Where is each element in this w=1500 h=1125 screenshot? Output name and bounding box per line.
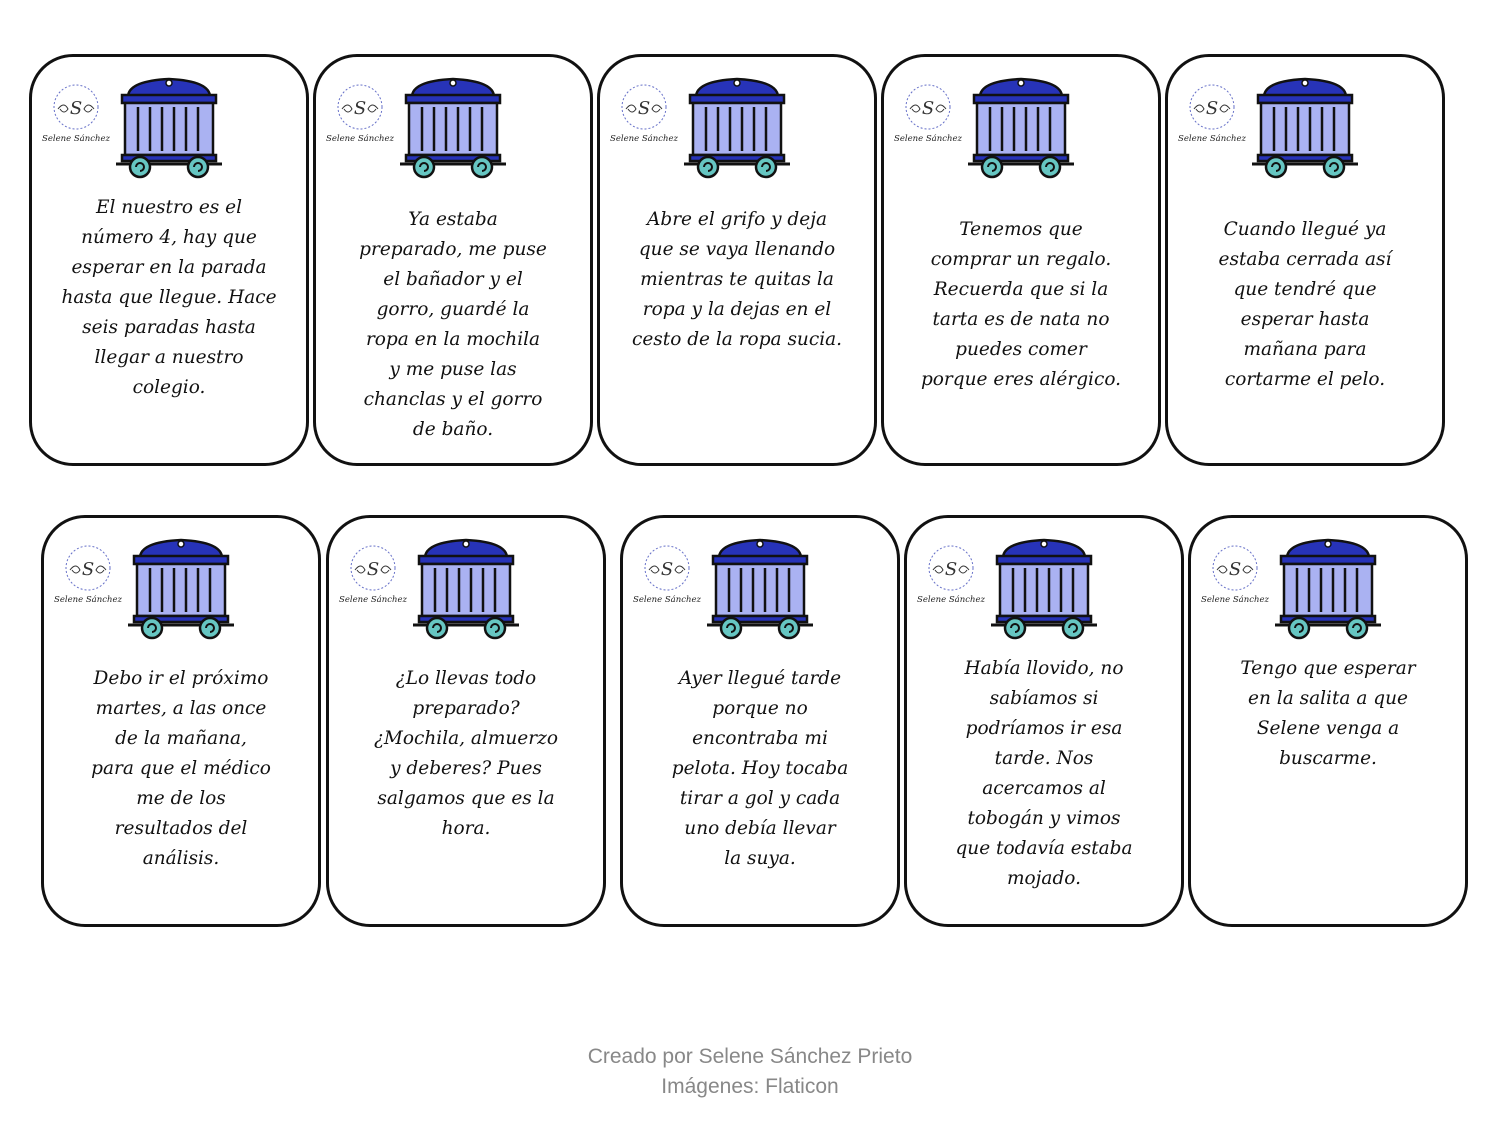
card-text: Ya estaba preparado, me puse el bañador y el gorro, guardé la ropa en la mochila y me puse las chanclas y el gorro de baño. [359,209,547,440]
logo-text: Selene Sánchez [42,134,110,144]
logo-text: Selene Sánchez [917,595,985,605]
logo-initial: S [637,98,651,119]
logo-text: Selene Sánchez [1178,134,1246,144]
selene-sanchez-logo [339,544,407,610]
logo-initial: S [1228,559,1242,580]
selene-sanchez-logo [54,544,122,610]
logo-text: Selene Sánchez [339,595,407,605]
card-text: Abre el grifo y deja que se vaya llenando mientras te quitas la ropa y la dejas en el cesto de la ropa sucia. [631,209,843,350]
logo-initial: S [353,98,367,119]
footer-author: Creado por Selene Sánchez Prieto [587,1045,913,1068]
logo-initial: S [1205,98,1219,119]
train-wagon-icon [126,532,236,638]
logo-text: Selene Sánchez [326,134,394,144]
logo-initial: S [81,559,95,580]
card [904,515,1184,927]
card-text: Cuando llegué ya estaba cerrada así que tendré que esperar hasta mañana para cortarme el pelo. [1218,219,1392,390]
logo-initial: S [921,98,935,119]
card [313,54,593,466]
card [1188,515,1468,927]
logo-text: Selene Sánchez [1201,595,1269,605]
selene-sanchez-logo [42,83,110,149]
card [1165,54,1445,466]
card [41,515,321,927]
selene-sanchez-logo [894,83,962,149]
selene-sanchez-logo [633,544,701,610]
selene-sanchez-logo [1178,83,1246,149]
card-text: Había llovido, no sabíamos si podríamos ir esa tarde. Nos acercamos al tobogán y vimos que todavía estaba mojado. [955,658,1133,889]
footer-credits [0,1042,1500,1102]
selene-sanchez-logo [326,83,394,149]
card [29,54,309,466]
train-wagon-icon [411,532,521,638]
selene-sanchez-logo [917,544,985,610]
train-wagon-icon [398,71,508,177]
train-wagon-icon [966,71,1076,177]
train-wagon-icon [682,71,792,177]
logo-text: Selene Sánchez [54,595,122,605]
train-wagon-icon [705,532,815,638]
card-text: Ayer llegué tarde porque no encontraba mi pelota. Hoy tocaba tirar a gol y cada uno debía llevar la suya. [671,668,849,869]
logo-initial: S [660,559,674,580]
logo-text: Selene Sánchez [633,595,701,605]
footer-images-credit: Imágenes: Flaticon [661,1075,839,1098]
train-wagon-icon [989,532,1099,638]
logo-initial: S [366,559,380,580]
card-text: El nuestro es el número 4, hay que esperar en la parada hasta que llegue. Hace seis paradas hasta llegar a nuestro colegio. [61,197,277,398]
train-wagon-icon [114,71,224,177]
card-text: Debo ir el próximo martes, a las once de la mañana, para que el médico me de los resultados del análisis. [91,668,271,869]
card [326,515,606,927]
logo-text: Selene Sánchez [894,134,962,144]
card-text: Tenemos que comprar un regalo. Recuerda que si la tarta es de nata no puedes comer porque eres alérgico. [920,219,1122,390]
train-wagon-icon [1250,71,1360,177]
card-text: Tengo que esperar en la salita a que Selene venga a buscarme. [1240,658,1416,769]
selene-sanchez-logo [610,83,678,149]
logo-initial: S [69,98,83,119]
card [881,54,1161,466]
card [620,515,900,927]
card-text: ¿Lo llevas todo preparado? ¿Mochila, almuerzo y deberes? Pues salgamos que es la hora. [374,668,558,839]
card [597,54,877,466]
logo-text: Selene Sánchez [610,134,678,144]
train-wagon-icon [1273,532,1383,638]
selene-sanchez-logo [1201,544,1269,610]
logo-initial: S [944,559,958,580]
